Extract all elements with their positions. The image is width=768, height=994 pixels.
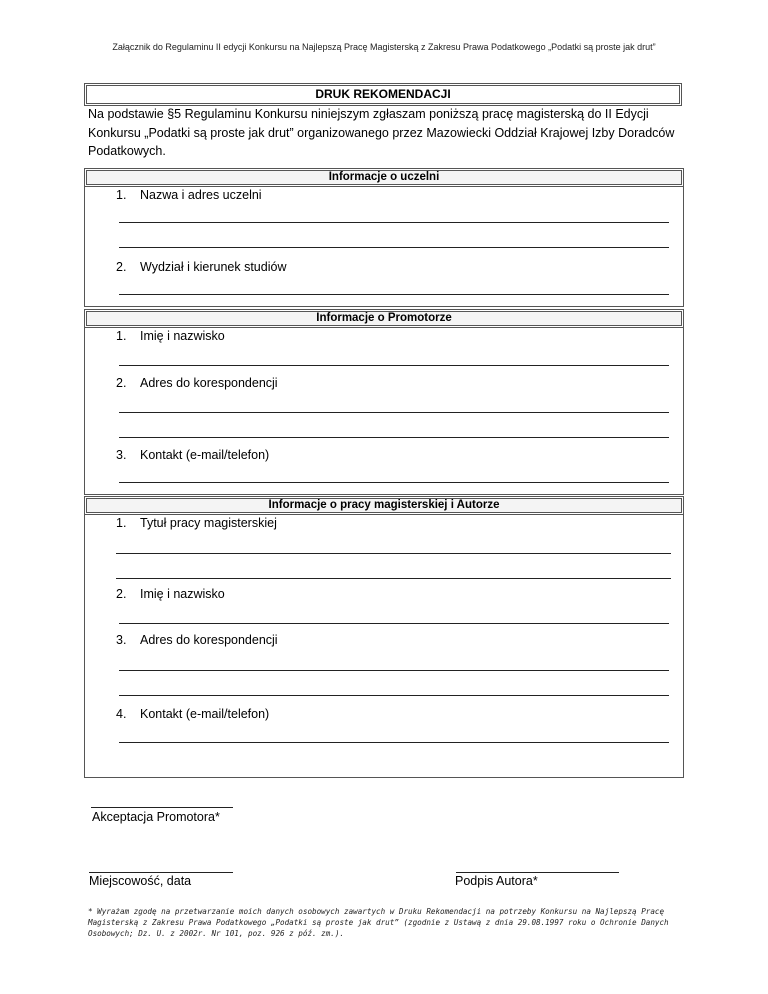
field-promotor-contact-label: 3. Kontakt (e-mail/telefon) xyxy=(116,448,270,462)
place-date-label: Miejscowość, data xyxy=(89,874,192,888)
intro-paragraph: Na podstawie §5 Regulaminu Konkursu niniejszym zgłaszam poniższą pracę magisterską do II Edycji Konkursu „Podatki są proste jak drut” organizowanego przez Mazowiecki Oddział Krajowej Izby Doradców Podatkowych. xyxy=(88,107,675,158)
field-faculty-label: 2. Wydział i kierunek studiów xyxy=(116,260,287,274)
thesis-title-line-2[interactable] xyxy=(116,578,671,579)
field-promotor-address-label: 2. Adres do korespondencji xyxy=(116,376,278,390)
field-author-contact-label: 4. Kontakt (e-mail/telefon) xyxy=(116,707,270,721)
promotor-name-line-1[interactable] xyxy=(119,365,669,366)
field-university-name-label: 1. Nazwa i adres uczelni xyxy=(116,188,262,202)
field-author-name-label: 2. Imię i nazwisko xyxy=(116,587,225,601)
faculty-line-1[interactable] xyxy=(119,294,669,295)
promotor-contact-line-1[interactable] xyxy=(119,482,669,483)
place-date-line[interactable] xyxy=(89,872,233,873)
consent-footnote: * Wyrażam zgodę na przetwarzanie moich danych osobowych zawartych w Druku Rekomendacji na potrzeby Konkursu na Najlepszą Pracę Magisterską z Zakresu Prawa Podatkowego „Podatki są proste jak drut” (zgodnie z Ustawą z dnia 29.08.1997 roku o Ochronie Danych Osobowych; Dz. U. z 2002r. Nr 101, poz. 926 z póź. zm.). xyxy=(88,907,669,938)
field-promotor-name-label: 1. Imię i nazwisko xyxy=(116,329,225,343)
thesis-title-line-1[interactable] xyxy=(116,553,671,554)
university-name-line-1[interactable] xyxy=(119,222,669,223)
author-signature-line[interactable] xyxy=(456,872,619,873)
section-university-header: Informacje o uczelni xyxy=(86,170,682,185)
promotor-address-line-2[interactable] xyxy=(119,437,669,438)
section-promotor-header: Informacje o Promotorze xyxy=(86,311,682,326)
author-contact-line-1[interactable] xyxy=(119,742,669,743)
promotor-acceptance-label: Akceptacja Promotora* xyxy=(92,810,220,824)
author-address-line-1[interactable] xyxy=(119,670,669,671)
page-header: Załącznik do Regulaminu II edycji Konkursu na Najlepszą Pracę Magisterską z Zakresu Prawa Podatkowego „Podatki są proste jak drut” xyxy=(112,42,656,52)
author-signature-label: Podpis Autora* xyxy=(455,874,538,888)
promotor-signature-line[interactable] xyxy=(91,807,233,808)
author-address-line-2[interactable] xyxy=(119,695,669,696)
author-name-line-1[interactable] xyxy=(119,623,669,624)
field-thesis-title-label: 1. Tytuł pracy magisterskiej xyxy=(116,516,277,530)
form-title: DRUK REKOMENDACJI xyxy=(86,85,680,104)
field-author-address-label: 3. Adres do korespondencji xyxy=(116,633,278,647)
university-name-line-2[interactable] xyxy=(119,247,669,248)
section-thesis-author-header: Informacje o pracy magisterskiej i Autorze xyxy=(86,498,682,513)
promotor-address-line-1[interactable] xyxy=(119,412,669,413)
